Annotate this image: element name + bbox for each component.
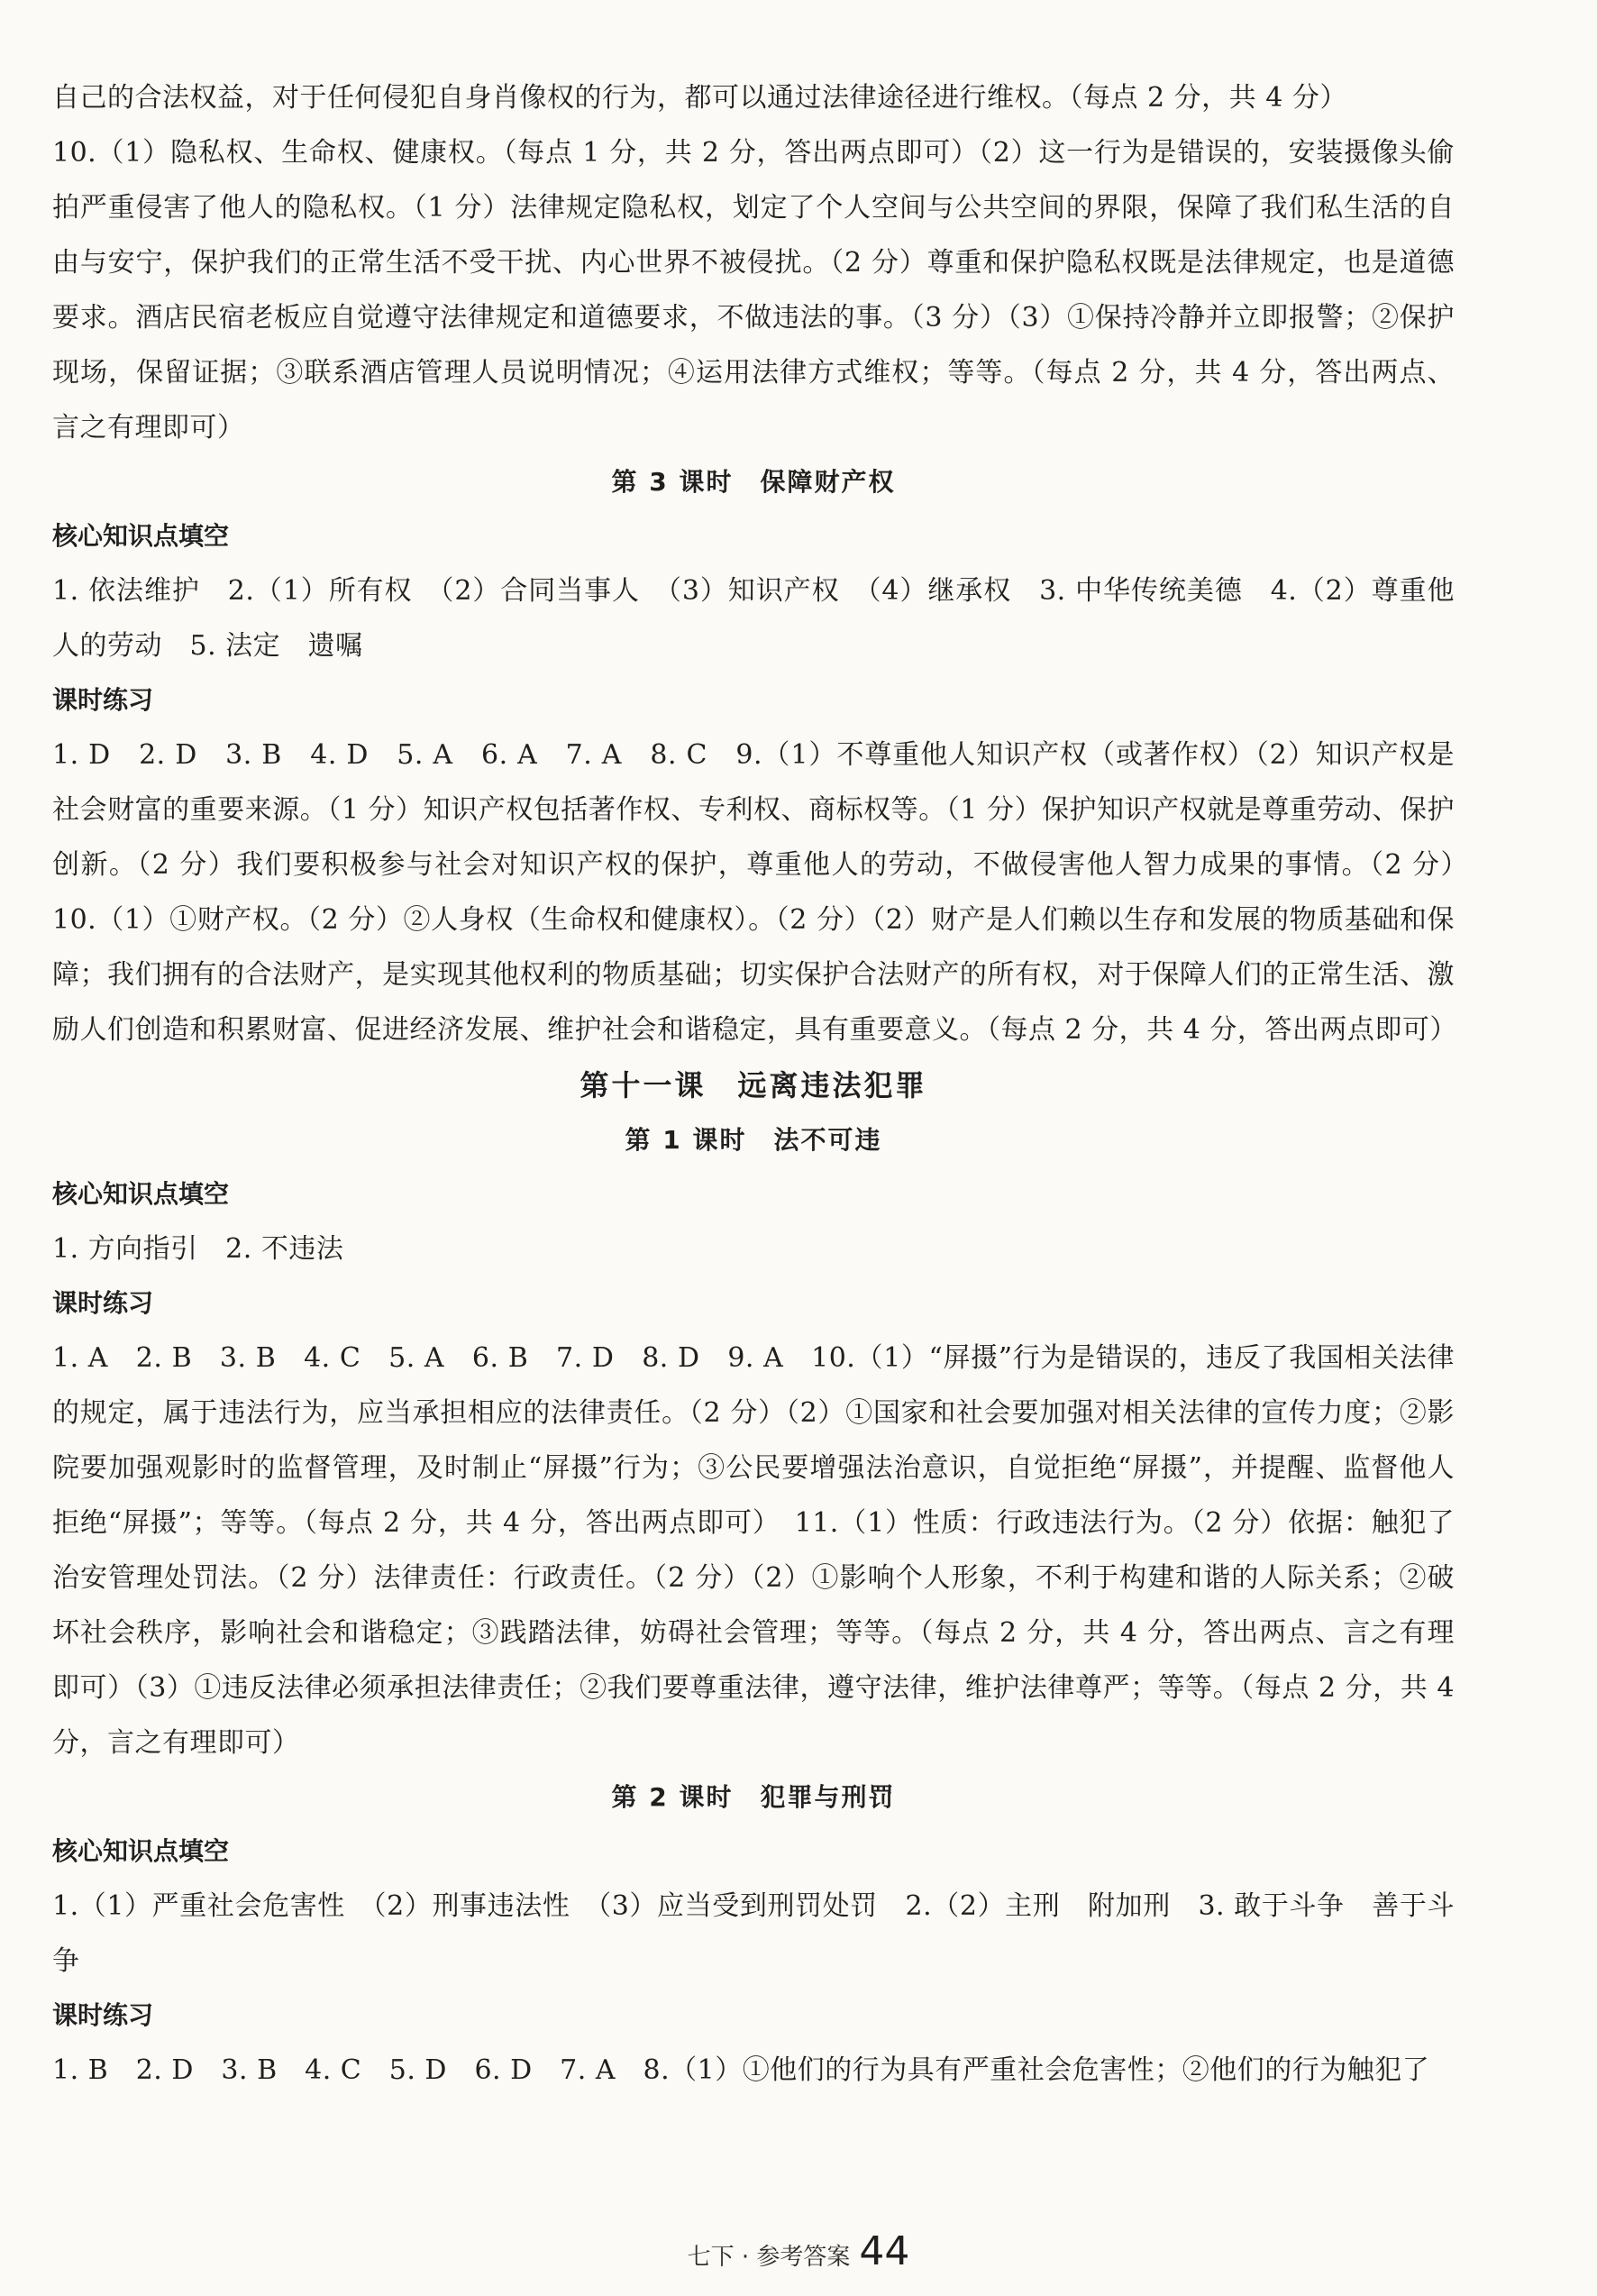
answer-paragraph: 10.（1）隐私权、生命权、健康权。（每点 1 分，共 2 分，答出两点即可）（2）这一行为是错误的，安装摄像头偷拍严重侵害了他人的隐私权。（1 分）法律规定隐私权，划定了个人空间与公共空间的界限，保障了我们私生活的自由与安宁，保护我们的正常生活不受干扰、内心世界不被侵扰。（2 分）尊重和保护隐私权既是法律规定，也是道德要求。酒店民宿老板应自觉遵守法律规定和道德要求，不做违法的事。（3 分）（3）①保持冷静并立即报警；②保护现场，保留证据；③联系酒店管理人员说明情况；④运用法律方式维权；等等。（每点 2 分，共 4 分，答出两点、言之有理即可） xyxy=(52,137,1455,444)
answer-paragraph: 1. 方向指引 2. 不违法 xyxy=(52,1233,344,1265)
answer-content xyxy=(52,70,1483,2098)
period-heading: 第 1 课时 法不可违 xyxy=(625,1125,882,1155)
answer-paragraph: 自己的合法权益，对于任何侵犯自身肖像权的行为，都可以通过法律途径进行维权。（每点 2 分，共 4 分） xyxy=(52,82,1347,114)
answer-paragraph: 1. A 2. B 3. B 4. C 5. A 6. B 7. D 8. D 9. A 10.（1）“屏摄”行为是错误的，违反了我国相关法律的规定，属于违法行为，应当承担相应的法律责任。（2 分）（2）①国家和社会要加强对相关法律的宣传力度；②影院要加强观影时的监督管理，及时制止“屏摄”行为；③公民要增强法治意识，自觉拒绝“屏摄”，并提醒、监督他人拒绝“屏摄”；等等。（每点 2 分，共 4 分，答出两点即可） 11.（1）性质：行政违法行为。（2 分）依据：触犯了治安管理处罚法。（2 分）法律责任：行政责任。（2 分）（2）①影响个人形象，不利于构建和谐的人际关系；②破坏社会秩序，影响社会和谐稳定；③践踏法律，妨碍社会管理；等等。（每点 2 分，共 4 分，答出两点、言之有理即可）（3）①违反法律必须承担法律责任；②我们要尊重法律，遵守法律，维护法律尊严；等等。（每点 2 分，共 4 分，言之有理即可） xyxy=(52,1342,1455,1759)
section-label: 课时练习 xyxy=(52,2000,154,2030)
period-heading: 第 2 课时 犯罪与刑罚 xyxy=(611,1782,896,1812)
section-label: 核心知识点填空 xyxy=(52,1836,230,1866)
answer-paragraph: 1. D 2. D 3. B 4. D 5. A 6. A 7. A 8. C 9.（1）不尊重他人知识产权（或著作权）（2）知识产权是社会财富的重要来源。（1 分）知识产权包括著作权、专利权、商标权等。（1 分）保护知识产权就是尊重劳动、保护创新。（2 分）我们要积极参与社会对知识产权的保护，尊重他人的劳动，不做侵害他人智力成果的事情。（2 分） 10.（1）①财产权。（2 分）②人身权（生命权和健康权）。（2 分）（2）财产是人们赖以生存和发展的物质基础和保障；我们拥有的合法财产，是实现其他权利的物质基础；切实保护合法财产的所有权，对于保障人们的正常生活、激励人们创造和积累财富、促进经济发展、维护社会和谐稳定，具有重要意义。（每点 2 分，共 4 分，答出两点即可） xyxy=(52,739,1483,1046)
section-label: 课时练习 xyxy=(52,685,154,715)
answer-paragraph: 1. 依法维护 2.（1）所有权 （2）合同当事人 （3）知识产权 （4）继承权 3. 中华传统美德 4.（2）尊重他人的劳动 5. 法定 遗嘱 xyxy=(52,575,1455,662)
section-label: 核心知识点填空 xyxy=(52,521,230,551)
footer-label: 七下 · 参考答案 xyxy=(687,2244,851,2271)
section-label: 核心知识点填空 xyxy=(52,1179,230,1209)
lesson-heading: 第十一课 远离违法犯罪 xyxy=(579,1068,927,1102)
period-heading: 第 3 课时 保障财产权 xyxy=(611,467,896,497)
page-footer xyxy=(0,2228,1597,2279)
answer-paragraph: 1.（1）严重社会危害性 （2）刑事违法性 （3）应当受到刑罚处罚 2.（2）主刑 附加刑 3. 敢于斗争 善于斗争 xyxy=(52,1890,1455,1977)
section-label: 课时练习 xyxy=(52,1288,154,1318)
answer-paragraph: 1. B 2. D 3. B 4. C 5. D 6. D 7. A 8.（1）①他们的行为具有严重社会危害性；②他们的行为触犯了 xyxy=(52,2054,1430,2086)
page-number: 44 xyxy=(859,2228,910,2274)
